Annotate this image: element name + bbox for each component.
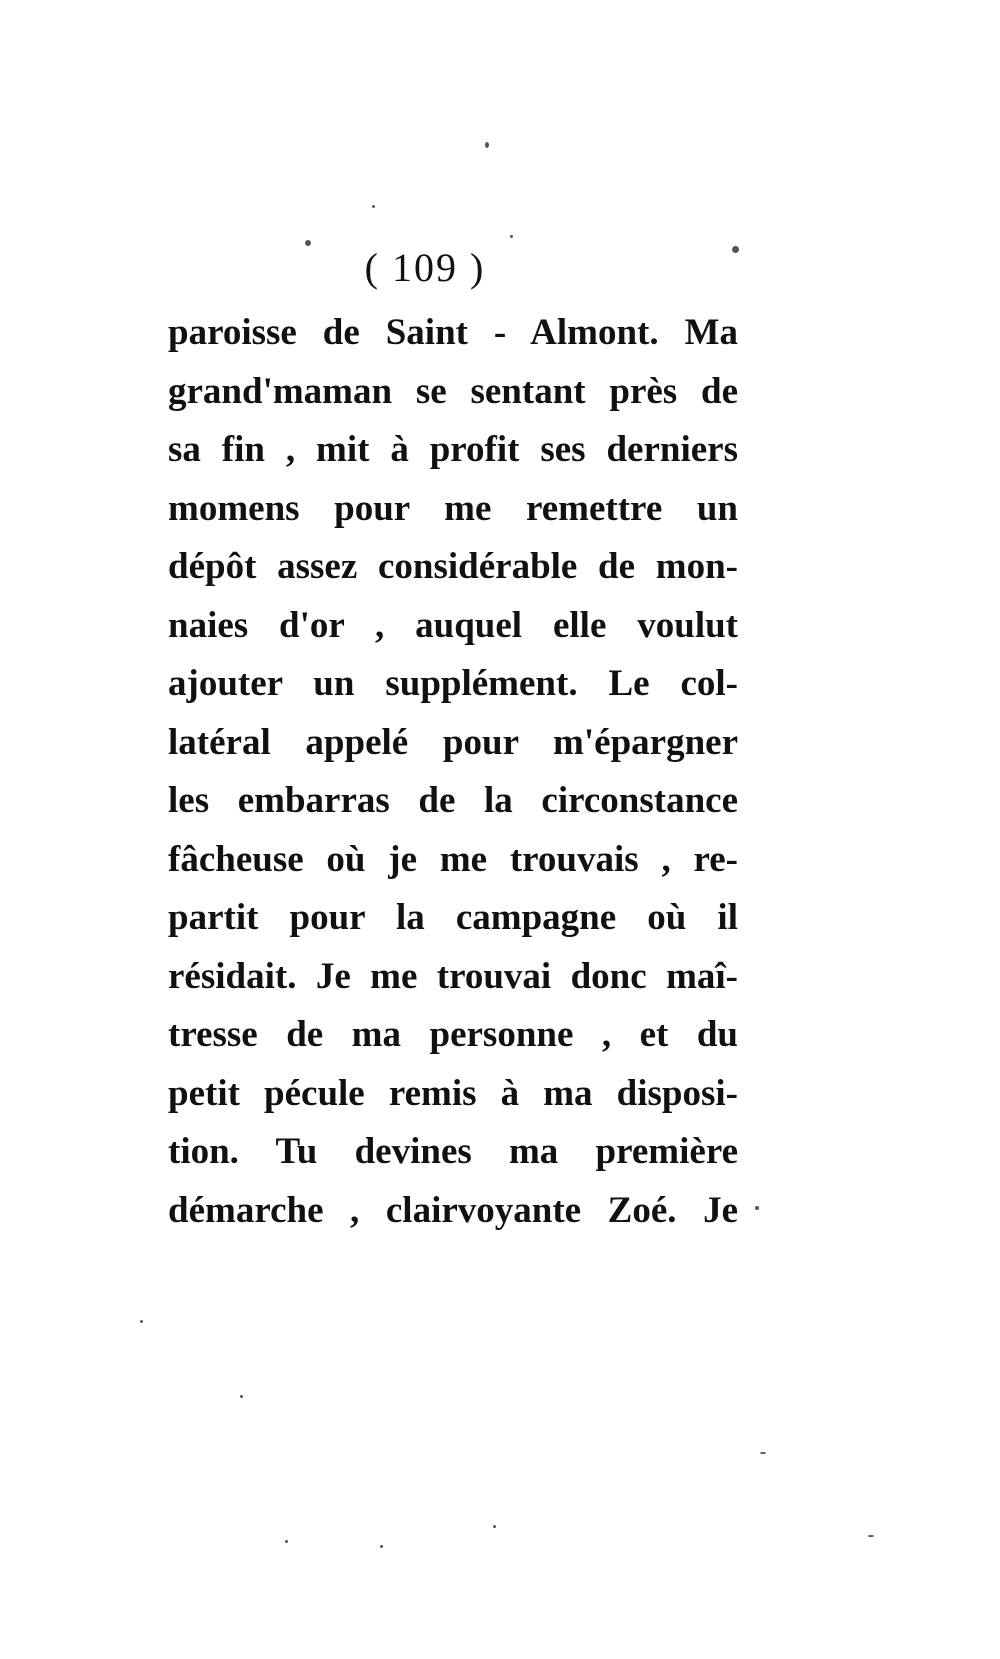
text-line: les embarras de la circonstance bbox=[168, 780, 738, 821]
scan-speck bbox=[760, 1452, 766, 1454]
text-line: résidait. Je me trouvai donc maî- bbox=[168, 955, 738, 997]
page-number: ( 109 ) bbox=[364, 245, 486, 290]
text-line: petit pécule remis à ma disposi- bbox=[168, 1072, 738, 1114]
scan-speck bbox=[510, 235, 513, 238]
text-line: démarche , clairvoyante Zoé. Je bbox=[168, 1189, 738, 1231]
text-line: ajouter un supplément. Le col- bbox=[168, 663, 738, 704]
text-line: sa fin , mit à profit ses derniers bbox=[168, 429, 738, 470]
scan-speck bbox=[305, 240, 311, 246]
scan-speck bbox=[372, 205, 375, 208]
scan-speck bbox=[240, 1395, 243, 1398]
text-line: tresse de ma personne , et du bbox=[168, 1014, 738, 1055]
scan-speck bbox=[493, 1525, 496, 1528]
text-line: momens pour me remettre un bbox=[168, 487, 738, 529]
text-line: tion. Tu devines ma première bbox=[168, 1131, 738, 1172]
scan-speck bbox=[755, 1206, 759, 1210]
text-line: grand'maman se sentant près de bbox=[168, 370, 738, 412]
text-line: naies d'or , auquel elle voulut bbox=[168, 604, 738, 646]
scan-speck bbox=[868, 1535, 874, 1537]
scan-speck bbox=[732, 246, 739, 253]
text-line: paroisse de Saint - Almont. Ma bbox=[168, 312, 738, 353]
scan-speck bbox=[285, 1540, 288, 1543]
text-line: dépôt assez considérable de mon- bbox=[168, 546, 738, 587]
scan-speck bbox=[380, 1545, 383, 1548]
scan-speck bbox=[485, 142, 489, 148]
text-line: latéral appelé pour m'épargner bbox=[168, 721, 738, 763]
scan-speck bbox=[140, 1320, 143, 1323]
text-line: fâcheuse où je me trouvais , re- bbox=[168, 838, 738, 880]
body-text bbox=[168, 304, 738, 1240]
text-line: partit pour la campagne où il bbox=[168, 897, 738, 938]
